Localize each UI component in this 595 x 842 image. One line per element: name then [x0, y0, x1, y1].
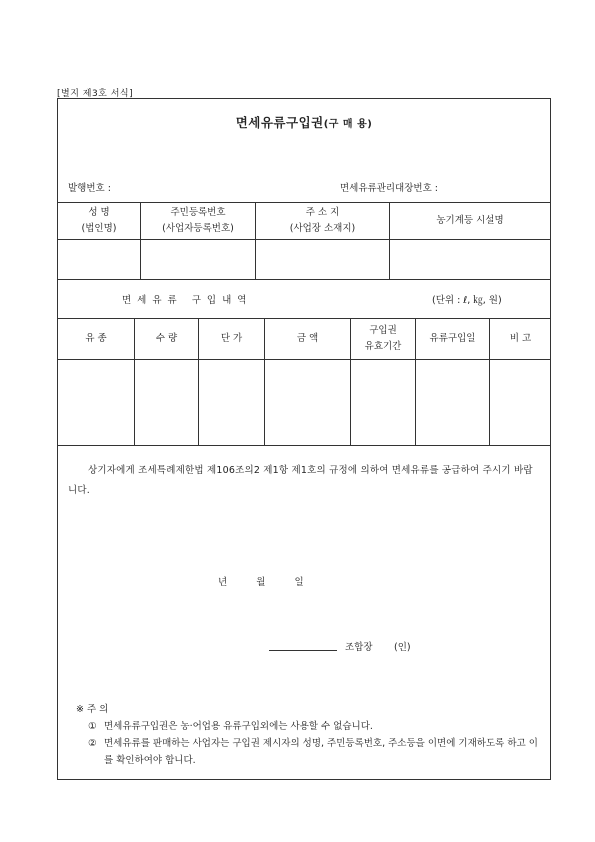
col-quantity: [135, 319, 198, 359]
note-number: ②: [88, 738, 97, 749]
header-address: 주 소 지: [305, 207, 340, 218]
col-purchase-date-label: 유류구입일: [429, 333, 476, 344]
header-name: 성 명: [88, 207, 110, 218]
header-address-sub: (사업장 소재지): [289, 223, 356, 234]
divider: [58, 239, 550, 240]
header-id: 주민등록번호: [170, 207, 226, 218]
unit-label: (단위 : ℓ, ㎏, 원): [432, 295, 502, 306]
col-quantity-label: 수 량: [155, 333, 178, 344]
col-amount-label: 금 액: [296, 333, 319, 344]
notes: [76, 701, 541, 769]
col-unit-price-label: 단 가: [220, 333, 243, 344]
signature-line: [269, 650, 337, 651]
header-machine: 농기계등 시설명: [436, 215, 504, 226]
col-remarks-label: 비 고: [509, 333, 532, 344]
date-day: 일: [294, 577, 304, 588]
date-row: [218, 574, 330, 588]
form-title-main: 면세유류구입권: [235, 115, 324, 130]
col-oil-type: [58, 319, 134, 359]
header-name-cell: [58, 203, 140, 239]
ledger-number-label: 면세유류관리대장번호 :: [340, 183, 438, 194]
divider: [58, 445, 550, 446]
form-title-sub: (구 매 용): [323, 119, 373, 130]
col-amount: [265, 319, 350, 359]
note-item: [76, 718, 541, 735]
chairman-label: 조합장: [345, 642, 373, 653]
note-item: [76, 735, 541, 769]
purchase-section-title: 면세유류 구입내역: [122, 295, 253, 306]
col-remarks: [490, 319, 551, 359]
form-number-label: [별지 제3호 서식]: [57, 89, 134, 99]
coupon-form: [57, 98, 551, 780]
col-unit-price: [199, 319, 264, 359]
date-year: 년: [218, 577, 228, 588]
header-name-sub: (법인명): [81, 223, 117, 234]
col-oil-type-label: 유 종: [85, 333, 107, 344]
col-validity-label: 구입권: [369, 325, 397, 336]
note-text: 면세유류를 판매하는 사업자는 구입권 제시자의 성명, 주민등록번호, 주소등을 이면에 기재하도록 하고 이를 확인하여야 합니다.: [104, 738, 538, 766]
col-purchase-date: [416, 319, 489, 359]
notes-header: ※ 주 의: [76, 704, 109, 715]
note-number: ①: [88, 721, 97, 732]
col-validity: [351, 319, 415, 359]
form-title: [58, 113, 550, 131]
request-statement: 상기자에게 조세특례제한법 제106조의2 제1항 제1호의 규정에 의하여 면세유류를 공급하여 주시기 바랍니다.: [68, 465, 533, 496]
header-id-sub: (사업자등록번호): [162, 223, 234, 234]
col-validity-sub: 유효기간: [364, 341, 402, 352]
header-machine-cell: [390, 203, 550, 239]
header-id-cell: [141, 203, 255, 239]
header-address-cell: [256, 203, 389, 239]
issue-number-label: 발행번호 :: [68, 183, 111, 194]
seal-label: (인): [394, 642, 411, 653]
date-month: 월: [256, 577, 266, 588]
divider: [58, 359, 550, 360]
note-text: 면세유류구입권은 농·어업용 유류구입외에는 사용할 수 없습니다.: [104, 721, 373, 732]
divider: [58, 279, 550, 280]
